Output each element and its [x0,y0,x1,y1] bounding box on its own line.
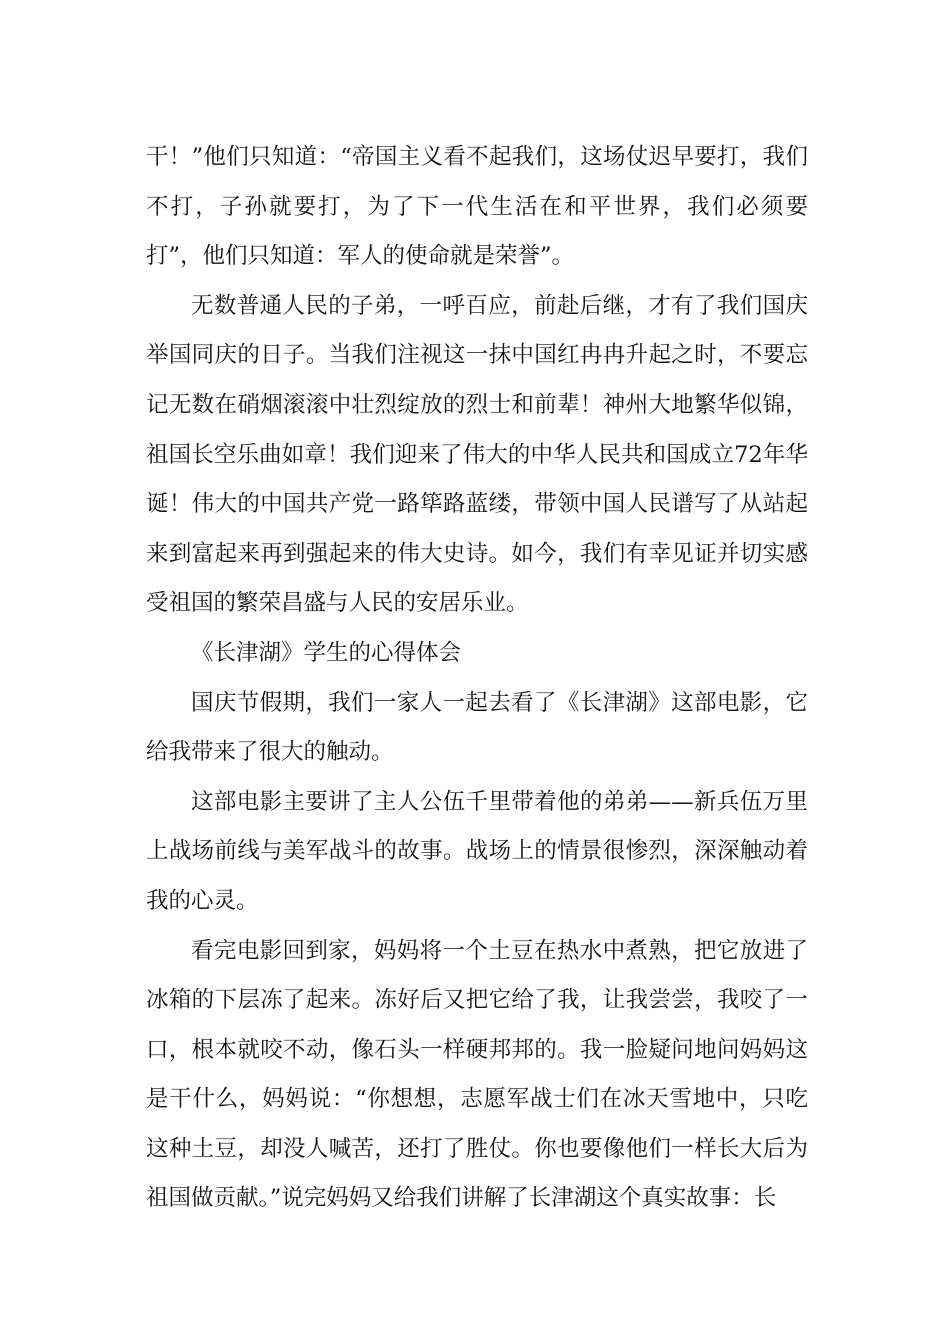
section-heading: 《长津湖》学生的心得体会 [191,639,462,666]
paragraph-movie-plot: 这部电影主要讲了主人公伍千里带着他的弟弟——新兵伍万里上战场前线与美军战斗的故事。战场上的情景很惨烈，深深触动着我的心灵。 [146,788,808,914]
document-body [146,133,808,1224]
paragraph-continuation: 干！”他们只知道：“帝国主义看不起我们，这场仗迟早要打，我们不打，子孙就要打，为了下一代生活在和平世界，我们必须要打”，他们只知道：军人的使命就是荣誉”。 [146,144,808,270]
paragraph-frozen-potato: 看完电影回到家，妈妈将一个土豆在热水中煮熟，把它放进了冰箱的下层冻了起来。冻好后又把它给了我，让我尝尝，我咬了一口，根本就咬不动，像石头一样硬邦邦的。我一脸疑问地问妈妈这是干什么，妈妈说：“你想想，志愿军战士们在冰天雪地中，只吃这种土豆，却没人喊苦，还打了胜仗。你也要像他们一样长大后为祖国做贡献。”说完妈妈又给我们讲解了长津湖这个真实故事：长 [146,937,808,1212]
paragraph-holiday-movie: 国庆节假期，我们一家人一起去看了《长津湖》这部电影，它给我带来了很大的触动。 [146,689,808,766]
paragraph-national-day: 无数普通人民的子弟，一呼百应，前赴后继，才有了我们国庆举国同庆的日子。当我们注视这一抹中国红冉冉升起之时，不要忘记无数在硝烟滚滚中壮烈绽放的烈士和前辈！神州大地繁华似锦，祖国长空乐曲如章！我们迎来了伟大的中华人民共和国成立72年华诞！伟大的中国共产党一路筚路蓝缕，带领中国人民谱写了从站起来到富起来再到强起来的伟大史诗。如今，我们有幸见证并切实感受祖国的繁荣昌盛与人民的安居乐业。 [146,292,808,617]
